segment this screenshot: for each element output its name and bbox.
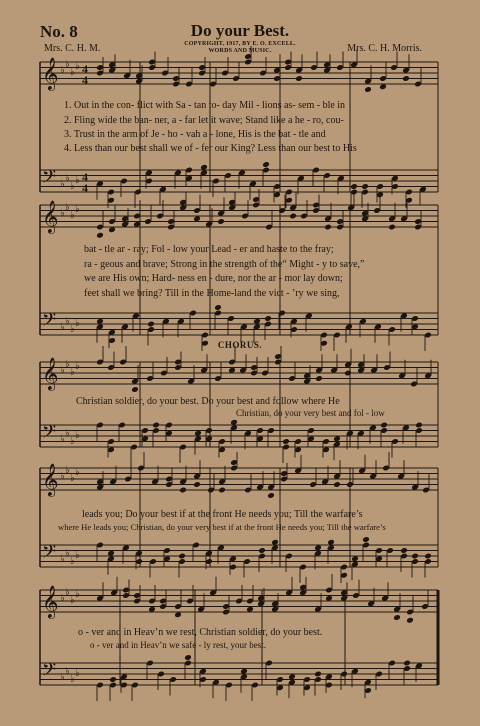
flat-sign: ♭ — [65, 173, 70, 184]
bass-clef: 𝄢 — [42, 660, 57, 685]
flat-sign: ♭ — [70, 674, 75, 685]
flat-sign: ♭ — [60, 471, 65, 482]
note-head — [184, 654, 192, 661]
verse-2-line-a: 2. Fling wide the ban- ner, a - far let it wave; Stand like a he - ro, cou- — [64, 115, 344, 126]
note-head — [402, 75, 410, 82]
flat-sign: ♭ — [75, 430, 80, 441]
time-signature: 4 — [82, 62, 88, 76]
note-head — [362, 536, 370, 543]
flat-sign: ♭ — [70, 436, 75, 447]
verse-1-line-a: 1. Out in the con- flict with Sa - tan to- day Mil - lions as- sem - ble in — [64, 100, 346, 111]
note-head — [361, 183, 369, 190]
note-head — [406, 617, 414, 624]
note-head — [262, 161, 270, 168]
flat-sign: ♭ — [75, 589, 80, 600]
flat-sign: ♭ — [75, 668, 80, 679]
composer-credit: Mrs. C. H. Morris. — [347, 43, 422, 54]
bass-clef: 𝄢 — [42, 542, 57, 567]
note-head — [179, 487, 187, 494]
chorus-line-2-lower: where He leads you; Christian, do your very best if at the front He needs you; Till the warfare’s — [58, 522, 386, 532]
note-head — [400, 547, 408, 554]
flat-sign: ♭ — [75, 550, 80, 561]
treble-clef: 𝄞 — [42, 585, 59, 618]
flat-sign: ♭ — [65, 587, 70, 598]
flat-sign: ♭ — [60, 65, 65, 76]
flat-sign: ♭ — [75, 467, 80, 478]
note-head — [324, 224, 332, 231]
flat-sign: ♭ — [65, 202, 70, 213]
flat-sign: ♭ — [65, 666, 70, 677]
note-head — [350, 183, 358, 190]
time-signature: 4 — [82, 181, 88, 195]
verse-4-line-b: feet shall we bring? Till in the Home-land the vict - ’ry we sing, — [84, 288, 340, 299]
note-head — [217, 218, 225, 225]
verse-1-line-b: bat - tle ar - ray; Fol - low your Lead - er and haste to the fray; — [84, 244, 334, 255]
note-head — [415, 422, 423, 429]
flat-sign: ♭ — [75, 318, 80, 329]
note-head — [131, 386, 139, 393]
flat-sign: ♭ — [60, 434, 65, 445]
flat-sign: ♭ — [65, 548, 70, 559]
chorus-label: CHORUS. — [217, 340, 263, 350]
time-signature: 4 — [82, 170, 88, 184]
note-head — [344, 370, 352, 377]
flat-sign: ♭ — [70, 473, 75, 484]
flat-sign: ♭ — [70, 595, 75, 606]
flat-sign: ♭ — [70, 556, 75, 567]
chorus-line-3-lower: o - ver and in Heav’n we safe - ly rest, your best. — [90, 640, 266, 650]
note-head — [282, 438, 290, 445]
bass-clef: 𝄢 — [42, 167, 57, 192]
copyright-line-1: COPYRIGHT, 1917, BY E. O. EXCELL. — [184, 41, 296, 47]
flat-sign: ♭ — [60, 672, 65, 683]
flat-sign: ♭ — [70, 367, 75, 378]
note-head — [178, 553, 186, 560]
flat-sign: ♭ — [70, 210, 75, 221]
flat-sign: ♭ — [75, 204, 80, 215]
note-head — [388, 224, 396, 231]
bass-clef: 𝄢 — [42, 422, 57, 447]
note-head — [380, 422, 388, 429]
note-head — [295, 75, 303, 82]
note-head — [264, 315, 272, 322]
chorus-line-1-upper: Christian soldier, do your best. Do your best and follow where He — [76, 396, 340, 407]
note-head — [364, 86, 372, 93]
flat-sign: ♭ — [70, 324, 75, 335]
note-head — [267, 492, 275, 499]
treble-clef: 𝄞 — [42, 463, 59, 496]
flat-sign: ♭ — [60, 554, 65, 565]
chorus-line-2-upper: leads you; Do your best if at the front He needs you; Till the warfare’s — [82, 509, 363, 520]
flat-sign: ♭ — [65, 465, 70, 476]
note-head — [411, 553, 419, 560]
verse-4-line-a: 4. Less than our best shall we of - fer our King? Less than our best to His — [64, 143, 357, 154]
note-head — [289, 213, 297, 220]
chorus-line-3-upper: o - ver and in Heav’n we rest, Christian soldier, do your best. — [78, 627, 323, 638]
chorus-line-1-lower: Christian, do your very best and fol - low — [236, 408, 385, 418]
verse-3-line-b: we are His own; Hard- ness en - dure, nor the ar - mor lay down; — [84, 273, 343, 284]
flat-sign: ♭ — [65, 359, 70, 370]
note-head — [258, 547, 266, 554]
flat-sign: ♭ — [60, 593, 65, 604]
verse-2-line-b: ra - geous and brave; Strong in the strength of the“ Might - y to save,” — [84, 259, 365, 270]
note-head — [109, 676, 117, 683]
treble-clef: 𝄞 — [42, 357, 59, 390]
note-head — [96, 232, 104, 239]
flat-sign: ♭ — [75, 361, 80, 372]
treble-clef: 𝄞 — [42, 57, 59, 90]
copyright-line-2: WORDS AND MUSIC. — [208, 48, 272, 54]
note-head — [214, 304, 222, 311]
flat-sign: ♭ — [70, 67, 75, 78]
time-signature: 4 — [82, 73, 88, 87]
note-head — [147, 321, 155, 328]
lyricist-credit: Mrs. C. H. M. — [44, 43, 101, 54]
hymn-title: Do your Best. — [190, 21, 290, 40]
flat-sign: ♭ — [70, 181, 75, 192]
flat-sign: ♭ — [60, 365, 65, 376]
note-head — [218, 487, 226, 494]
note-head — [403, 660, 411, 667]
flat-sign: ♭ — [60, 208, 65, 219]
flat-sign: ♭ — [75, 61, 80, 72]
hymn-number: No. 8 — [40, 22, 78, 41]
note-head — [314, 671, 322, 678]
flat-sign: ♭ — [65, 59, 70, 70]
note-head — [315, 375, 323, 382]
note-head — [393, 614, 401, 621]
flat-sign: ♭ — [65, 316, 70, 327]
flat-sign: ♭ — [75, 175, 80, 186]
note-head — [152, 422, 160, 429]
flat-sign: ♭ — [60, 179, 65, 190]
note-head — [333, 481, 341, 488]
flat-sign: ♭ — [60, 322, 65, 333]
note-head — [424, 553, 432, 560]
flat-sign: ♭ — [65, 428, 70, 439]
treble-clef: 𝄞 — [42, 200, 59, 233]
bass-clef: 𝄢 — [42, 310, 57, 335]
verse-3-line-a: 3. Trust in the arm of Je - ho - vah a - lone, His is the bat - tle and — [64, 129, 326, 140]
note-head — [193, 481, 201, 488]
